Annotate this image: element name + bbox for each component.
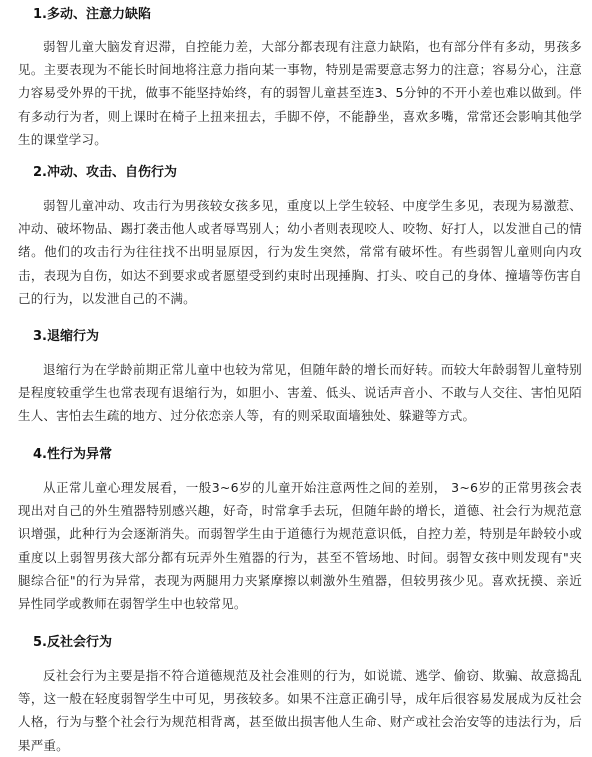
section-paragraph-1: 弱智儿童大脑发育迟滞，自控能力差，大部分都表现有注意力缺陷，也有部分伴有多动，男孩多见。主要表现为不能长时间地将注意力指向某一事物，特别是需要意志努力的注意；容易分心，注意力容易受外界的干扰，做事不能坚持始终，有的弱智儿童甚至连3、5分钟的不开小差也难以做到。伴有多动行为者，则上课时在椅子上扭来扭去，手脚不停，不能静坐，喜欢多嘴，常常还会影响其他学生的课堂学习。	[18, 39, 582, 147]
section-heading-1: 1.多动、注意力缺陷	[33, 7, 151, 22]
section-heading-3: 3.退缩行为	[33, 329, 99, 344]
section-paragraph-3: 退缩行为在学龄前期正常儿童中也较为常见，但随年龄的增长而好转。而较大年龄弱智儿童特别是程度较重学生也常表现有退缩行为，如胆小、害羞、低头、说话声音小、不敢与人交往、害怕见陌生人、害怕去生疏的地方、过分依恋亲人等，有的则采取面墙独处、躲避等方式。	[18, 362, 582, 424]
section-paragraph-5: 反社会行为主要是指不符合道德规范及社会准则的行为，如说谎、逃学、偷窃、欺骗、故意捣乱等，这一般在轻度弱智学生中可见，男孩较多。如果不注意正确引导，成年后很容易发展成为反社会人格，行为与整个社会行为规范相背离，甚至做出损害他人生命、财产或社会治安等的违法行为，后果严重。	[18, 668, 582, 753]
section-heading-2: 2.冲动、攻击、自伤行为	[33, 165, 177, 180]
section-heading-5: 5.反社会行为	[33, 635, 112, 650]
section-paragraph-4: 从正常儿童心理发展看，一般3~6岁的儿童开始注意两性之间的差别， 3~6岁的正常男孩会表现出对自己的外生殖器特别感兴趣，好奇，时常拿手去玩，但随年龄的增长，道德、社会行为规范意识增强，此种行为会逐渐消失。而弱智学生由于道德行为规范意识低，自控力差，特别是年龄较小或重度以上弱智男孩大部分都有玩弄外生殖器的行为，甚至不管场地、时间。弱智女孩中则发现有"夹腿综合征"的行为异常，表现为两腿用力夹紧摩擦以刺激外生殖器，但较男孩少见。喜欢抚摸、亲近异性同学或教师在弱智学生中也较常见。	[18, 480, 582, 612]
section-paragraph-2: 弱智儿童冲动、攻击行为男孩较女孩多见，重度以上学生较轻、中度学生多见，表现为易激惹、冲动、破坏物品、踢打袭击他人或者辱骂别人；幼小者则表现咬人、咬物、好打人，以发泄自己的情绪。他们的攻击行为往往找不出明显原因，行为发生突然，常常有破坏性。有些弱智儿童则向内攻击，表现为自伤，如达不到要求或者愿望受到约束时出现捶胸、打头、咬自己的身体、撞墙等伤害自己的行为，以发泄自己的不满。	[18, 198, 582, 306]
section-heading-4: 4.性行为异常	[33, 447, 112, 462]
